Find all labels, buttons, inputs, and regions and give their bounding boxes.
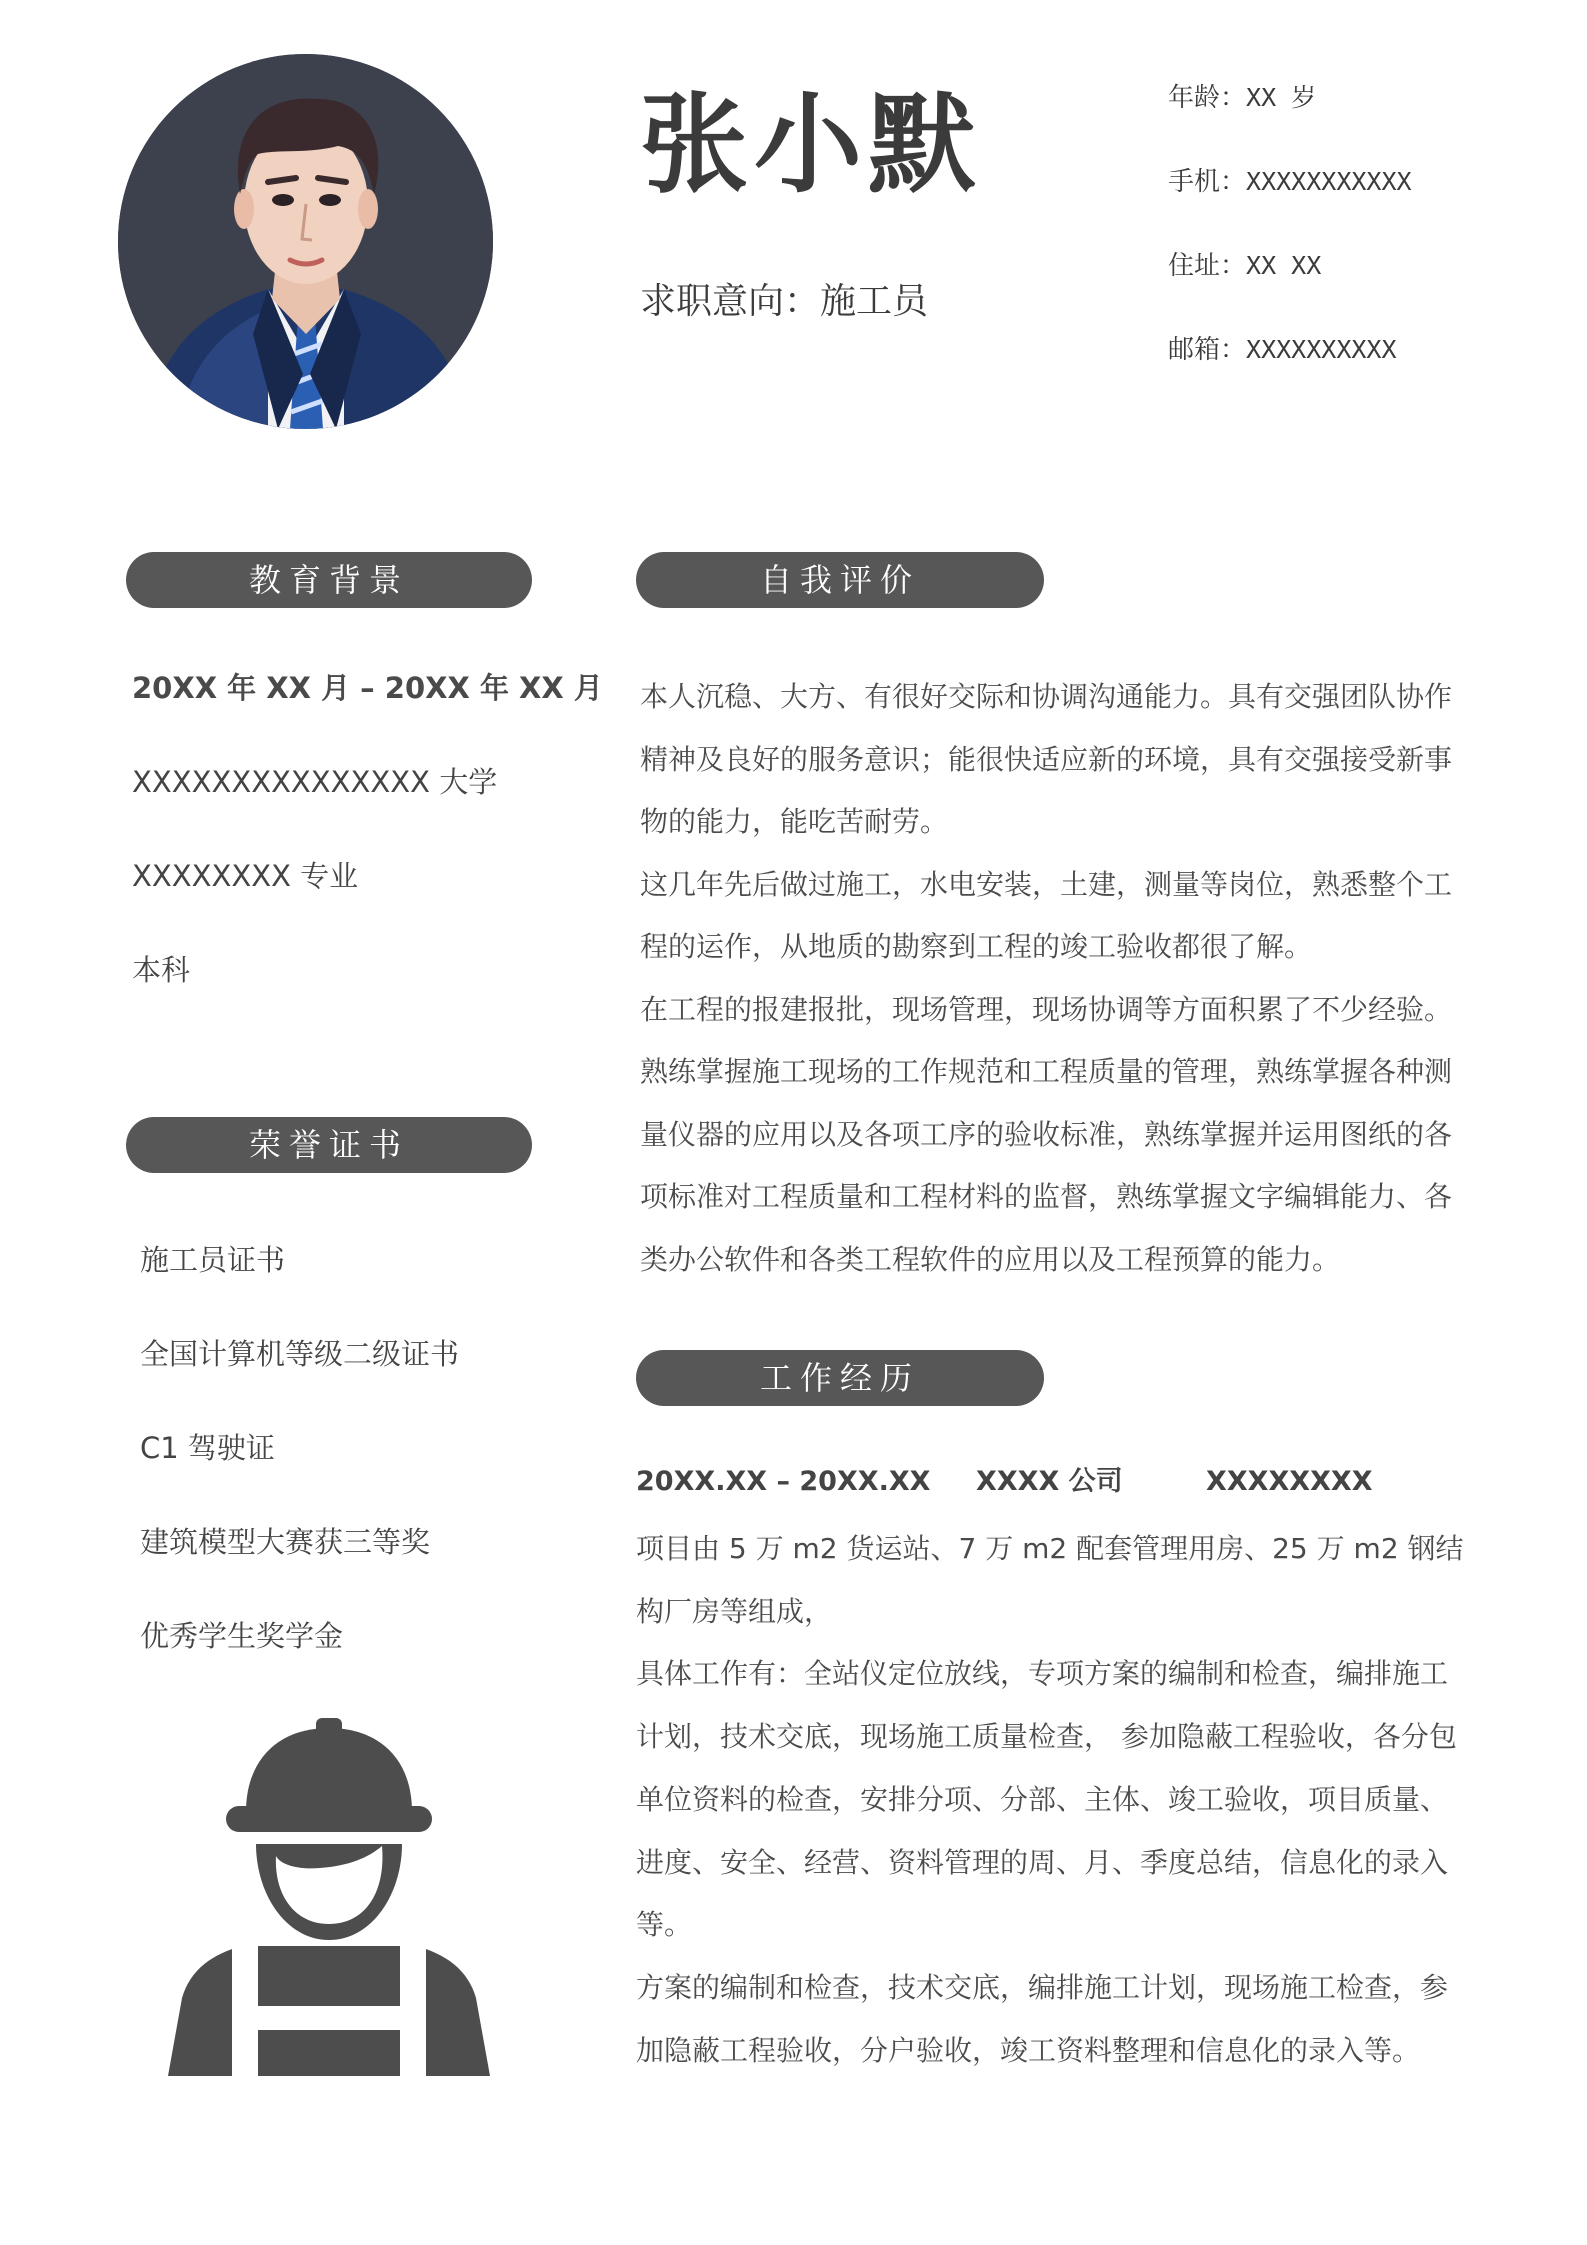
job-position: XXXXXXXX [1206,1466,1373,1497]
honor-item: 全国计算机等级二级证书 [140,1337,460,1371]
self-evaluation-paragraph: 在工程的报建报批，现场管理，现场协调等方面积累了不少经验。熟练掌握施工现场的工作规范和工程质量的管理，熟练掌握各种测量仪器的应用以及各项工序的验收标准，熟练掌握并运用图纸的各项标准对工程质量和工程材料的监督，熟练掌握文字编辑能力、各类办公软件和各类工程软件的应用以及工程预算的能力。 [640,992,1453,1276]
self-evaluation-heading: 自我评价 [636,552,1044,608]
education-degree: 本科 [132,953,191,987]
honor-item: 施工员证书 [140,1243,286,1277]
contact-label: 手机： [1168,167,1247,197]
contact-label: 住址： [1168,251,1247,281]
work-paragraph: 项目由 5 万 m2 货运站、7 万 m2 配套管理用房、25 万 m2 钢结构厂房等组成， [636,1532,1464,1628]
construction-worker-icon [168,1718,490,2076]
work-paragraph: 方案的编制和检查，技术交底，编排施工计划，现场施工检查，参加隐蔽工程验收，分户验收，竣工资料整理和信息化的录入等。 [636,1970,1449,2067]
work-experience-heading: 工作经历 [636,1350,1044,1406]
honors-heading: 荣誉证书 [126,1117,532,1173]
honor-item: 建筑模型大赛获三等奖 [140,1525,431,1559]
contact-value: XXXXXXXXXXX [1246,167,1412,196]
work-description [636,1518,1466,2082]
education-heading: 教育背景 [126,552,532,608]
portrait-illustration [118,54,493,429]
honors-list [140,1242,459,1712]
contact-phone [1168,164,1412,248]
contact-email [1168,332,1412,416]
contact-value: XX XX [1246,251,1322,280]
education-school: XXXXXXXXXXXXXXX 大学 [132,765,498,799]
education-section [132,670,603,1046]
job-period: 20XX.XX – 20XX.XX [636,1466,931,1497]
job-objective: 求职意向：施工员 [640,281,929,322]
job-company: XXXX 公司 [976,1466,1123,1497]
contact-label: 邮箱： [1168,335,1247,365]
avatar [118,54,493,429]
education-period: 20XX 年 XX 月 – 20XX 年 XX 月 [132,671,603,705]
self-evaluation-paragraph: 这几年先后做过施工，水电安装，土建，测量等岗位，熟悉整个工程的运作，从地质的勘察到工程的竣工验收都很了解。 [640,867,1453,963]
candidate-name: 张小默 [640,83,983,208]
honor-item: 优秀学生奖学金 [140,1619,344,1653]
education-major: XXXXXXXX 专业 [132,859,359,893]
contact-age [1168,80,1412,164]
contact-label: 年龄： [1168,83,1247,113]
self-evaluation-paragraph: 本人沉稳、大方、有很好交际和协调沟通能力。具有交强团队协作精神及良好的服务意识；能很快适应新的环境，具有交强接受新事物的能力，能吃苦耐劳。 [640,680,1453,838]
contact-value: XXXXXXXXXX [1246,335,1397,364]
job-header [636,1464,1516,1500]
contact-info [1168,80,1412,416]
honor-item: C1 驾驶证 [140,1431,275,1465]
self-evaluation-text [640,666,1470,1291]
contact-value: XX 岁 [1246,83,1317,112]
work-paragraph: 具体工作有：全站仪定位放线，专项方案的编制和检查，编排施工计划，技术交底，现场施工质量检查， 参加隐蔽工程验收，各分包单位资料的检查，安排分项、分部、主体、竣工验收，项目质量、进度、安全、经营、资料管理的周、月、季度总结，信息化的录入等。 [636,1657,1457,1942]
contact-address [1168,248,1412,332]
